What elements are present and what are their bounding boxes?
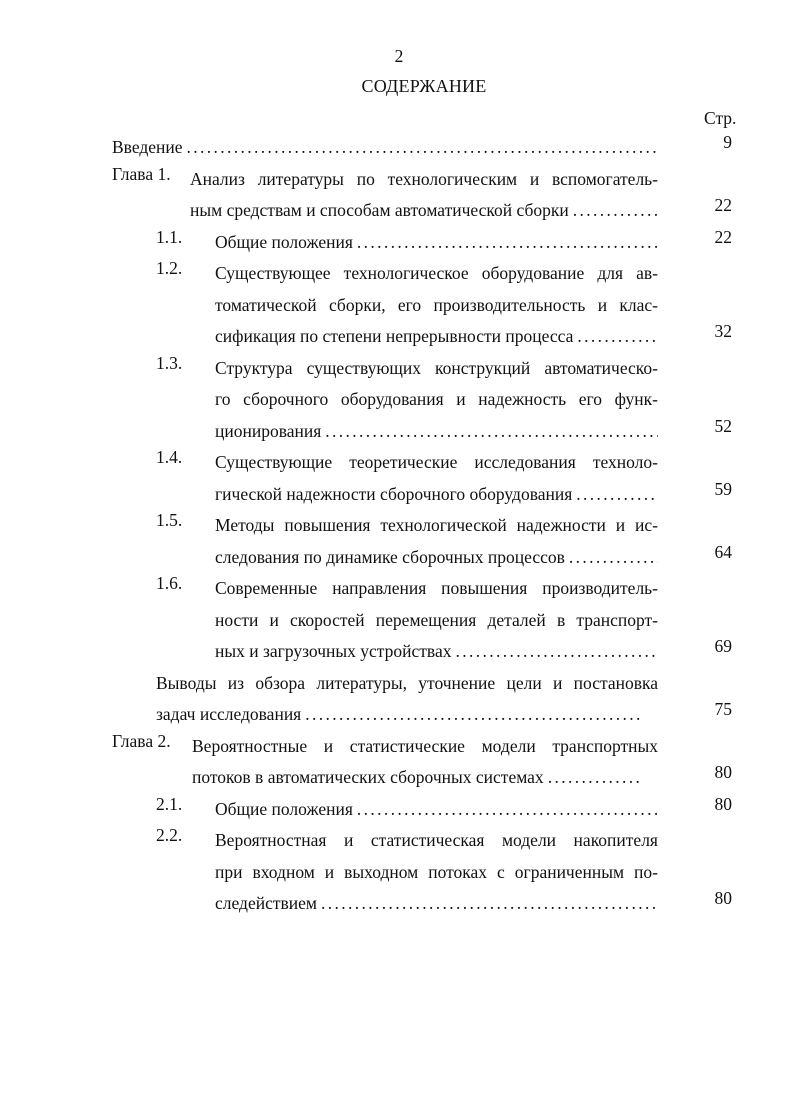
toc-entry-number: 1.3. bbox=[156, 352, 183, 373]
toc-entry-text: ных и загрузочных устройствах bbox=[215, 641, 452, 661]
dot-leader bbox=[577, 321, 658, 353]
page-column-label: Стр. bbox=[704, 108, 737, 128]
toc-entry-chapter-2[interactable] bbox=[0, 731, 798, 794]
dot-leader bbox=[576, 479, 658, 511]
toc-entry-1-1[interactable] bbox=[0, 227, 798, 259]
toc-entry-1-5[interactable] bbox=[0, 510, 798, 573]
toc-page-number: 9 bbox=[723, 132, 732, 152]
toc-entry-text: потоков в автоматических сборочных системах bbox=[192, 767, 544, 787]
toc-entry-text: следования по динамике сборочных процессов bbox=[215, 546, 565, 567]
toc-page-number: 22 bbox=[714, 195, 732, 215]
toc-entry-number: 1.1. bbox=[156, 226, 183, 247]
toc-entry-1-4[interactable] bbox=[0, 447, 798, 510]
toc-page-number: 80 bbox=[714, 888, 732, 908]
dot-leader bbox=[187, 132, 658, 164]
toc-page-number: 69 bbox=[714, 636, 732, 656]
toc-entry-text: гической надежности сборочного оборудования bbox=[215, 483, 573, 504]
toc-entry-text: Общие положения bbox=[215, 798, 353, 819]
toc-page-number: 52 bbox=[714, 415, 732, 436]
toc-entry-number: 2.1. bbox=[156, 793, 183, 814]
toc-entry-text: го сборочного оборудования и надежность его функ- bbox=[215, 389, 658, 409]
dot-leader bbox=[357, 227, 658, 259]
toc-entry-text: сификация по степени непрерывности процесса bbox=[215, 326, 574, 346]
toc-entry-text: Существующее технологическое оборудование для ав- bbox=[215, 263, 658, 283]
toc-entry-2-2[interactable] bbox=[0, 825, 798, 920]
toc-entry-number: Глава 1. bbox=[112, 163, 171, 184]
toc-entry-1-3[interactable] bbox=[0, 353, 798, 448]
toc-entry-text: Структура существующих конструкций автоматическо- bbox=[215, 357, 658, 378]
toc-entry-chapter-1[interactable] bbox=[0, 164, 798, 227]
toc-entry-conclusions[interactable] bbox=[0, 668, 798, 731]
toc-entry-number: Глава 2. bbox=[112, 730, 171, 751]
toc-entry-text: ным средствам и способам автоматической сборки bbox=[190, 200, 569, 220]
toc-page-number: 80 bbox=[714, 793, 732, 814]
toc-entry-introduction[interactable] bbox=[0, 132, 798, 164]
toc-entry-1-2[interactable] bbox=[0, 258, 798, 353]
toc-entry-number: 1.6. bbox=[156, 573, 183, 593]
toc-entry-text: задач исследования bbox=[156, 704, 302, 724]
toc-entry-text: Методы повышения технологической надежности и ис- bbox=[215, 515, 658, 535]
toc-entry-text: Введение bbox=[112, 137, 183, 157]
page-title: СОДЕРЖАНИЕ bbox=[361, 76, 487, 96]
toc-entry-number: 1.4. bbox=[156, 447, 183, 467]
toc-entry-text: Существующие теоретические исследования техноло- bbox=[215, 452, 658, 472]
toc-entry-number: 1.2. bbox=[156, 258, 183, 278]
dot-leader bbox=[573, 195, 658, 227]
toc-entry-text: ционирования bbox=[215, 420, 322, 441]
toc-entry-text: Вероятностная и статистическая модели накопителя bbox=[215, 830, 658, 850]
toc-entry-text: Современные направления повышения производитель- bbox=[215, 578, 658, 598]
toc-entry-number: 2.2. bbox=[156, 825, 183, 845]
toc-page-number: 80 bbox=[714, 762, 732, 782]
dot-leader bbox=[455, 636, 658, 668]
dot-leader bbox=[325, 416, 658, 448]
toc-page-number: 75 bbox=[714, 699, 732, 719]
toc-entry-text: Анализ литературы по технологическим и вспомогатель- bbox=[190, 168, 658, 189]
toc-entry-text: Вероятностные и статистические модели транспортных bbox=[192, 735, 658, 756]
table-of-contents bbox=[0, 132, 798, 920]
toc-page-number: 59 bbox=[714, 478, 732, 499]
dot-leader bbox=[357, 794, 658, 826]
toc-page-number: 32 bbox=[714, 321, 732, 341]
toc-page-number: 22 bbox=[714, 226, 732, 247]
dot-leader bbox=[569, 542, 658, 574]
toc-entry-text: при входном и выходном потоках с ограниченным по- bbox=[215, 861, 658, 882]
toc-entry-1-6[interactable] bbox=[0, 573, 798, 668]
toc-entry-text: Общие положения bbox=[215, 231, 353, 252]
toc-entry-text: томатической сборки, его производительность и клас- bbox=[215, 294, 658, 315]
page-number: 2 bbox=[394, 46, 404, 66]
dot-leader bbox=[305, 699, 642, 731]
toc-entry-text: Выводы из обзора литературы, уточнение цели и постановка bbox=[156, 672, 658, 693]
toc-entry-2-1[interactable] bbox=[0, 794, 798, 826]
dot-leader bbox=[548, 762, 642, 794]
toc-entry-number: 1.5. bbox=[156, 510, 183, 530]
toc-entry-text: ности и скоростей перемещения деталей в транспорт- bbox=[215, 609, 658, 630]
dot-leader bbox=[321, 888, 658, 920]
toc-entry-text: следействием bbox=[215, 893, 317, 913]
toc-page-number: 64 bbox=[714, 541, 732, 562]
